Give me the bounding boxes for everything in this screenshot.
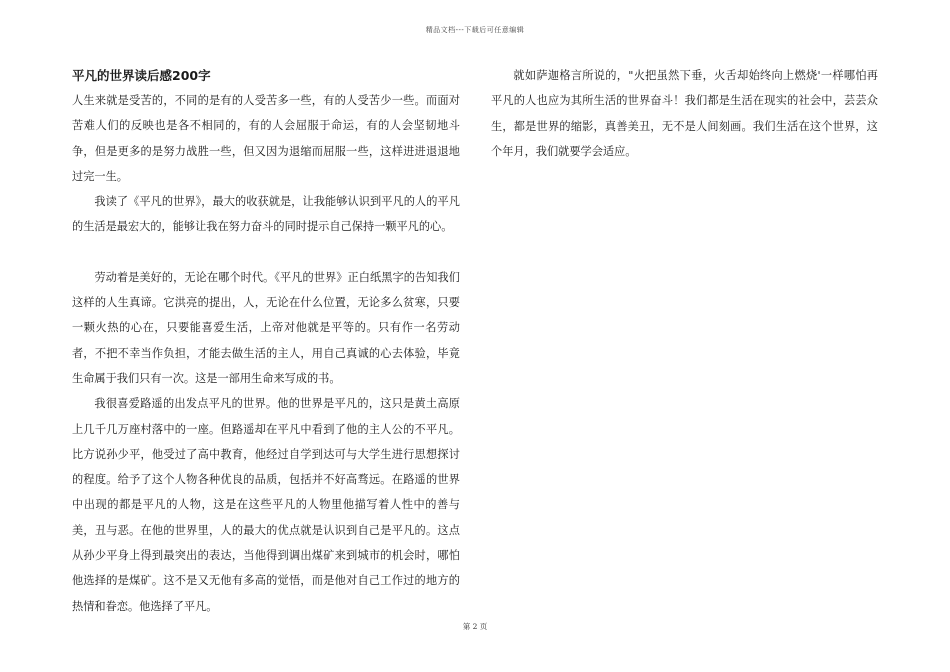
left-column — [72, 63, 460, 619]
paragraph-3: 劳动着是美好的，无论在哪个时代。《平凡的世界》正白纸黑字的告知我们这样的人生真谛。它洪亮的提出，人，无论在什么位置，无论多么贫寒，只要一颗火热的心在，只要能喜爱生活，上帝对他就是平等的。只有作一名劳动者，不把不幸当作负担，才能去做生活的主人，用自己真诚的心去体验，毕竟生命属于我们只有一次。这是一部用生命来写成的书。 — [72, 270, 460, 385]
paragraph-4: 我很喜爱路遥的出发点平凡的世界。他的世界是平凡的，这只是黄土高原上几千几万座村落中的一座。但路遥却在平凡中看到了他的主人公的不平凡。比方说孙少平，他受过了高中教育，他经过自学到达可与大学生进行思想探讨的程度。给予了这个人物各种优良的品质，包括并不好高骛远。在路遥的世界中出现的都是平凡的人物，这是在这些平凡的人物里他描写着人性中的善与美，丑与恶。在他的世界里，人的最大的优点就是认识到自己是平凡的。这点从孙少平身上得到最突出的表达，当他得到调出煤矿来到城市的机会时，哪怕他选择的是煤矿。这不是又无他有多高的觉悟，而是他对自己工作过的地方的热情和眷恋。他选择了平凡。 — [72, 397, 460, 613]
document-title: 平凡的世界读后感200字 — [72, 68, 211, 83]
page-number: 第 2 页 — [462, 622, 488, 631]
paragraph-5: 就如萨迦格言所说的，"火把虽然下垂，火舌却始终向上燃烧'一样哪怕再平凡的人也应为其所生活的世界奋斗！我们都是生活在现实的社会中，芸芸众生，都是世界的缩影，真善美丑，无不是人间刻画。我们生活在这个世界，这个年月，我们就要学会适应。 — [491, 69, 878, 158]
right-column — [491, 63, 878, 164]
paragraph-2: 我读了《平凡的世界》，最大的收获就是，让我能够认识到平凡的人的平凡的生活是最宏大的，能够让我在努力奋斗的同时提示自己保持一颗平凡的心。 — [72, 195, 460, 234]
paragraph-gap — [72, 240, 460, 265]
page-header: 精品文档---下载后可任意编辑 — [425, 26, 525, 34]
paragraph-1: 人生来就是受苦的，不同的是有的人受苦多一些，有的人受苦少一些。而面对苦难人们的反映也是各不相同的，有的人会屈服于命运，有的人会坚韧地斗争，但是更多的是努力战胜一些，但又因为退缩而屈服一些，这样进进退退地过完一生。 — [72, 94, 460, 183]
